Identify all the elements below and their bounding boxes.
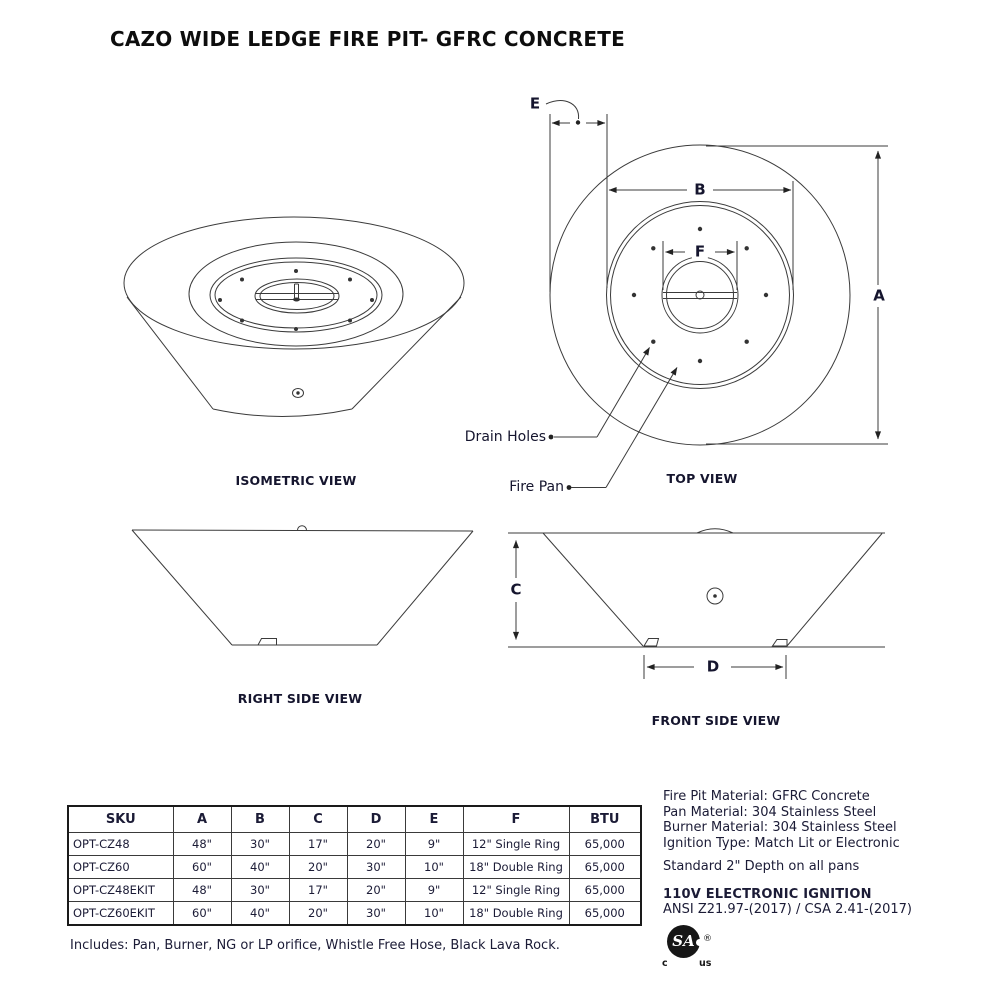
table-cell: 20" [347, 833, 405, 856]
col-header-c: C [289, 806, 347, 833]
table-row [68, 902, 641, 926]
callout-drain-holes: Drain Holes [464, 429, 546, 445]
table-cell: 65,000 [569, 879, 641, 902]
csa-monogram: SA [672, 932, 695, 950]
table-cell: 17" [289, 879, 347, 902]
table-cell: 10" [405, 902, 463, 926]
table-cell: 30" [231, 879, 289, 902]
col-header-a: A [173, 806, 231, 833]
dim-label-f: F [692, 245, 708, 260]
col-header-btu: BTU [569, 806, 641, 833]
table-cell: 18" Double Ring [463, 902, 569, 926]
table-cell: OPT-CZ48EKIT [68, 879, 173, 902]
table-cell: 65,000 [569, 856, 641, 879]
table-cell: 9" [405, 879, 463, 902]
standards-line: ANSI Z21.97-(2017) / CSA 2.41-(2017) [663, 902, 912, 917]
right-side-view-drawing [132, 526, 473, 645]
table-row [68, 833, 641, 856]
csa-us-label: us [699, 958, 712, 969]
includes-note: Includes: Pan, Burner, NG or LP orifice, Whistle Free Hose, Black Lava Rock. [70, 938, 560, 953]
dim-label-c: C [507, 583, 524, 598]
dim-label-e: E [529, 94, 541, 113]
pan-depth-note: Standard 2" Depth on all pans [663, 859, 860, 874]
table-cell: 65,000 [569, 833, 641, 856]
col-header-e: E [405, 806, 463, 833]
table-cell: 9" [405, 833, 463, 856]
caption-front-side-view: FRONT SIDE VIEW [651, 712, 781, 728]
table-cell: 30" [347, 856, 405, 879]
caption-top-view: TOP VIEW [666, 470, 738, 486]
csa-certification-mark [662, 923, 718, 971]
table-cell: 20" [289, 856, 347, 879]
table-cell: 30" [347, 902, 405, 926]
top-view-dimension-lines [546, 101, 888, 490]
table-cell: 10" [405, 856, 463, 879]
table-cell: 40" [231, 902, 289, 926]
table-cell: 20" [347, 879, 405, 902]
spec-line-pan-material: Pan Material: 304 Stainless Steel [663, 804, 877, 820]
caption-isometric-view: ISOMETRIC VIEW [235, 472, 357, 488]
table-cell: 30" [231, 833, 289, 856]
csa-c-label: c [662, 958, 668, 969]
dim-label-b: B [691, 183, 708, 198]
col-header-d: D [347, 806, 405, 833]
table-cell: 12" Single Ring [463, 833, 569, 856]
spec-line-fire-pit-material: Fire Pit Material: GFRC Concrete [663, 789, 870, 804]
csa-logo-notch [696, 939, 703, 946]
spec-line-ignition-type: Ignition Type: Match Lit or Electronic [663, 835, 900, 851]
table-cell: 48" [173, 833, 231, 856]
table-row [68, 856, 641, 879]
table-cell: 48" [173, 879, 231, 902]
materials-spec-block [663, 789, 912, 918]
table-cell: 40" [231, 856, 289, 879]
col-header-b: B [231, 806, 289, 833]
table-row [68, 879, 641, 902]
table-cell: OPT-CZ48 [68, 833, 173, 856]
electronic-ignition-heading: 110V ELECTRONIC IGNITION [663, 886, 872, 902]
callout-fire-pan: Fire Pan [509, 479, 564, 495]
table-cell: 12" Single Ring [463, 879, 569, 902]
dim-label-d: D [704, 660, 722, 675]
front-side-view-drawing [508, 529, 885, 647]
table-cell: 65,000 [569, 902, 641, 926]
table-cell: 60" [173, 902, 231, 926]
isometric-view-drawing [124, 217, 464, 417]
registered-trademark-symbol: ® [703, 934, 712, 944]
spec-table [67, 805, 642, 926]
page-title: CAZO WIDE LEDGE FIRE PIT- GFRC CONCRETE [110, 27, 625, 51]
table-cell: OPT-CZ60 [68, 856, 173, 879]
table-header-row [68, 806, 641, 833]
table-cell: OPT-CZ60EKIT [68, 902, 173, 926]
col-header-sku: SKU [68, 806, 173, 833]
front-view-dimension-lines [516, 541, 786, 680]
table-cell: 17" [289, 833, 347, 856]
table-cell: 20" [289, 902, 347, 926]
col-header-f: F [463, 806, 569, 833]
table-cell: 60" [173, 856, 231, 879]
spec-line-burner-material: Burner Material: 304 Stainless Steel [663, 820, 897, 835]
table-cell: 18" Double Ring [463, 856, 569, 879]
dim-label-a: A [870, 289, 888, 304]
caption-right-side-view: RIGHT SIDE VIEW [237, 690, 363, 706]
